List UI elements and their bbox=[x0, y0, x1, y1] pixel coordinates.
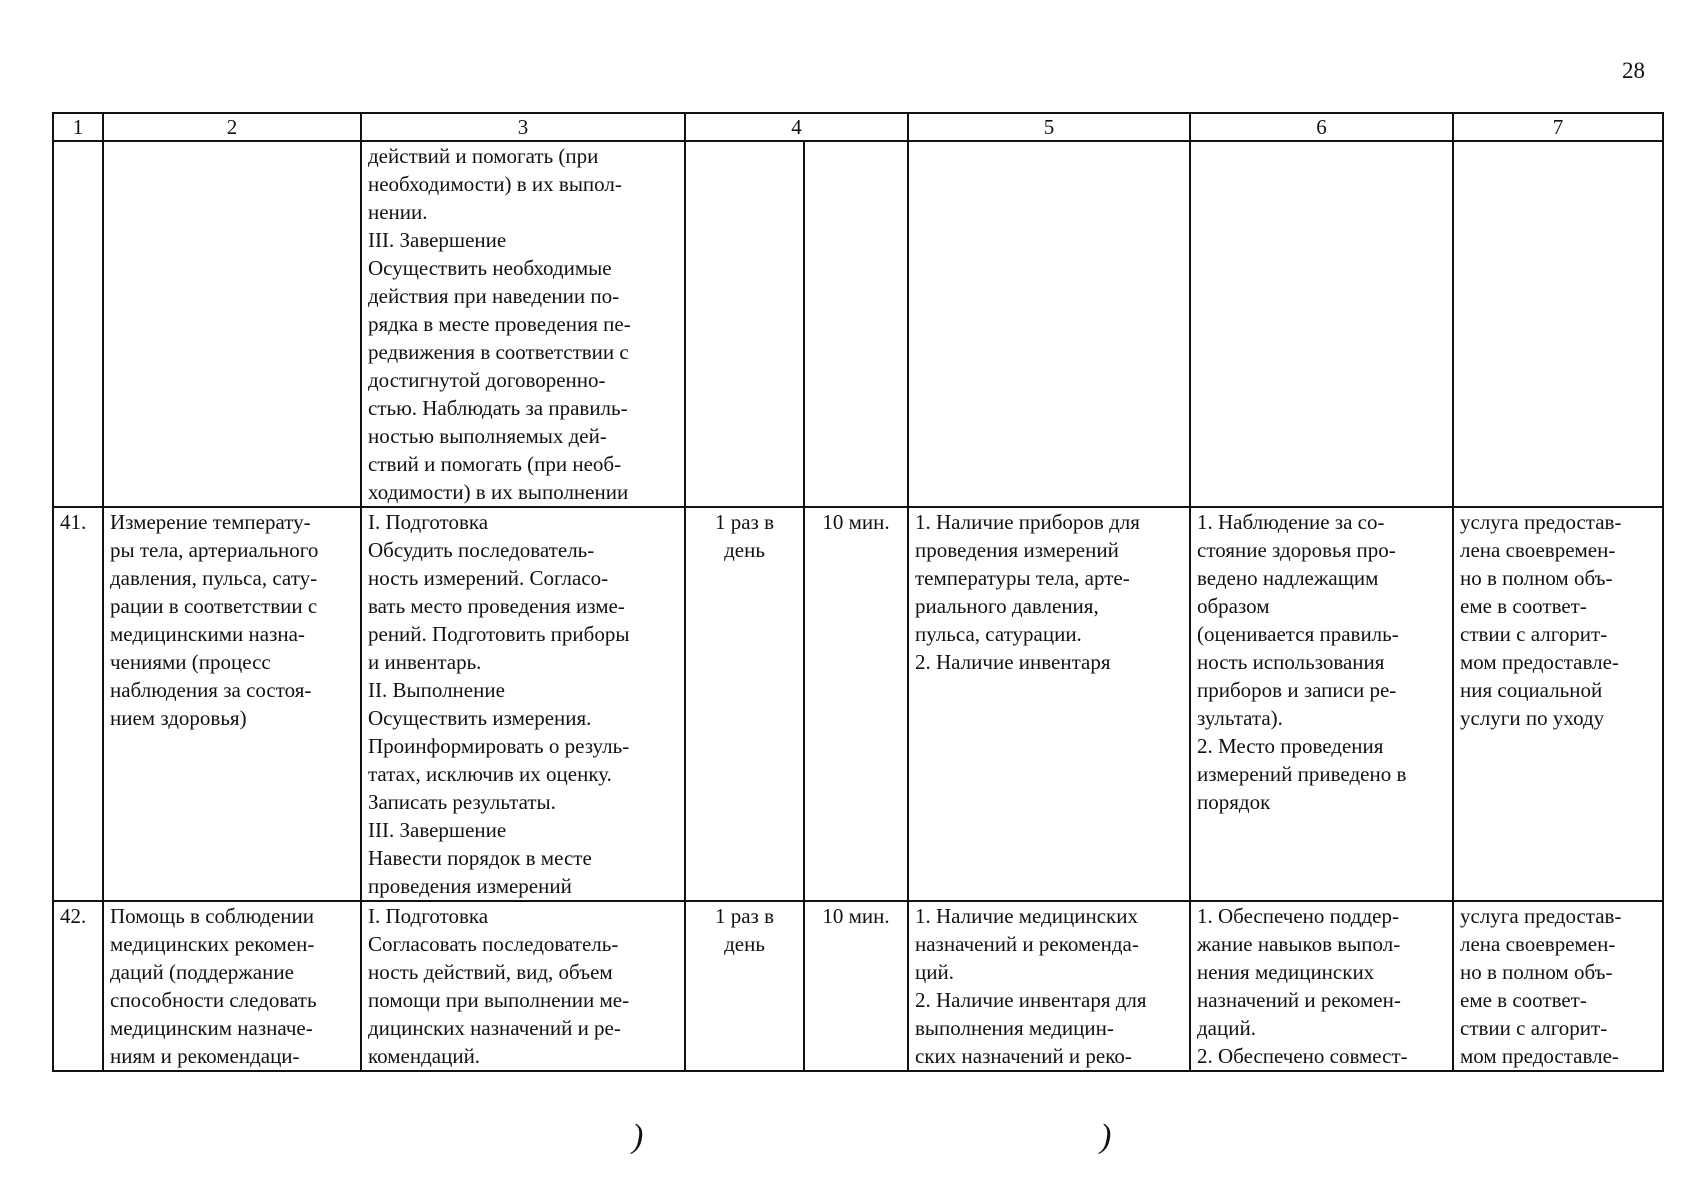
service-description: I. Подготовка Обсудить последователь- ность измерений. Согласо- вать место проведения изме- рений. Подготовить приборы и инвентарь. II. Выполнение Осуществить измерения. Проинформировать о резуль- татах, исключив их оценку. Записать результаты. III. Завершение Навести порядок в месте проведения измерений bbox=[361, 507, 685, 901]
table-row bbox=[53, 901, 1663, 1071]
conditions: 1. Наличие приборов для проведения измерений температуры тела, арте- риального давления, пульса, сатурации. 2. Наличие инвентаря bbox=[908, 507, 1190, 901]
duration bbox=[804, 141, 908, 507]
service-description: I. Подготовка Согласовать последователь- ность действий, вид, объем помощи при выполнении ме- дицинских назначений и ре- комендаций. bbox=[361, 901, 685, 1071]
duration: 10 мин. bbox=[804, 507, 908, 901]
column-header-3: 3 bbox=[361, 113, 685, 141]
row-number bbox=[53, 141, 103, 507]
stray-mark: ) bbox=[632, 1118, 644, 1155]
column-header-5: 5 bbox=[908, 113, 1190, 141]
column-header-1: 1 bbox=[53, 113, 103, 141]
evaluation: услуга предостав- лена своевремен- но в полном объ- еме в соответ- ствии с алгорит- мом предоставле- bbox=[1453, 901, 1663, 1071]
service-name: Помощь в соблюдении медицинских рекомен- даций (поддержание способности следовать медицинским назначе- ниям и рекомендаци- bbox=[103, 901, 361, 1071]
column-header-2: 2 bbox=[103, 113, 361, 141]
quality-indicators bbox=[1190, 141, 1453, 507]
page-number: 28 bbox=[1622, 58, 1645, 83]
column-header-7: 7 bbox=[1453, 113, 1663, 141]
service-name: Измерение температу- ры тела, артериального давления, пульса, сату- рации в соответствии с медицинскими назна- чениями (процесс наблюдения за состоя- нием здоровья) bbox=[103, 507, 361, 901]
conditions bbox=[908, 141, 1190, 507]
service-name bbox=[103, 141, 361, 507]
service-description: действий и помогать (при необходимости) в их выпол- нении. III. Завершение Осуществить необходимые действия при наведении по- рядка в месте проведения пе- редвижения в соответствии с достигнутой договоренно- стью. Наблюдать за правиль- ностью выполняемых дей- ствий и помогать (при необ- ходимости) в их выполнении bbox=[361, 141, 685, 507]
row-number: 42. bbox=[53, 901, 103, 1071]
frequency: 1 раз в день bbox=[685, 901, 804, 1071]
quality-indicators: 1. Обеспечено поддер- жание навыков выпол- нения медицинских назначений и рекомен- даций. 2. Обеспечено совмест- bbox=[1190, 901, 1453, 1071]
column-header-4: 4 bbox=[685, 113, 908, 141]
stray-mark: ) bbox=[1100, 1118, 1112, 1155]
duration: 10 мин. bbox=[804, 901, 908, 1071]
table-row bbox=[53, 141, 1663, 507]
conditions: 1. Наличие медицинских назначений и рекоменда- ций. 2. Наличие инвентаря для выполнения медицин- ских назначений и реко- bbox=[908, 901, 1190, 1071]
frequency: 1 раз в день bbox=[685, 507, 804, 901]
table-row bbox=[53, 507, 1663, 901]
header-row bbox=[53, 113, 1663, 141]
evaluation: услуга предостав- лена своевремен- но в полном объ- еме в соответ- ствии с алгорит- мом предоставле- ния социальной услуги по уходу bbox=[1453, 507, 1663, 901]
quality-indicators: 1. Наблюдение за со- стояние здоровья про- ведено надлежащим образом (оценивается правиль- ность использования приборов и записи ре- зультата). 2. Место проведения измерений приведено в порядок bbox=[1190, 507, 1453, 901]
column-header-6: 6 bbox=[1190, 113, 1453, 141]
services-table bbox=[52, 112, 1664, 1072]
frequency bbox=[685, 141, 804, 507]
evaluation bbox=[1453, 141, 1663, 507]
row-number: 41. bbox=[53, 507, 103, 901]
